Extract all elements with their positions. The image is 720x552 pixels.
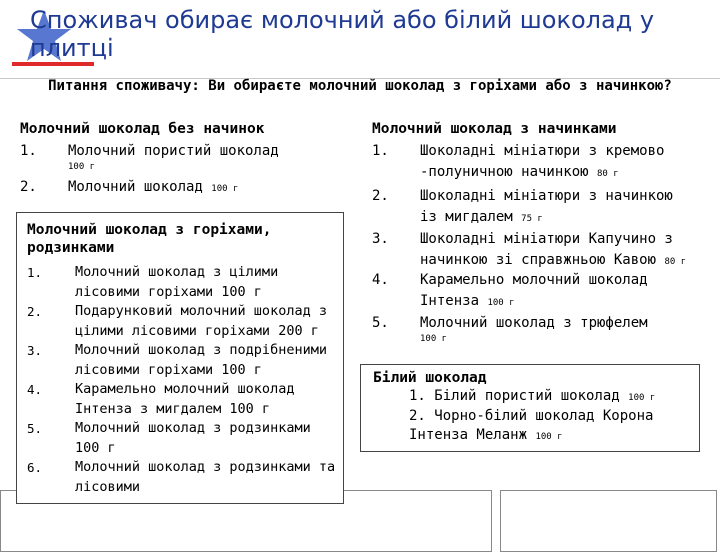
list-item bbox=[27, 341, 343, 380]
list-item bbox=[366, 313, 696, 334]
accent-bar bbox=[12, 62, 94, 66]
filling-section bbox=[366, 120, 696, 344]
item-weight: 100 г bbox=[628, 393, 656, 403]
nuts-header: Молочний шоколад з горіхами, родзинками bbox=[27, 222, 272, 256]
item-text: Шоколадні мініатюри з начинкою із мигдалем bbox=[420, 188, 673, 225]
white-header: Білий шоколад bbox=[373, 370, 487, 386]
list-item bbox=[366, 141, 696, 182]
list-item bbox=[366, 186, 696, 227]
item-weight: 100 г bbox=[68, 162, 96, 172]
item-text: Молочний шоколад з подрібненими лісовими горіхами 100 г bbox=[75, 342, 327, 378]
list-item bbox=[366, 229, 696, 270]
consumer-question: Питання споживачу: Ви обираєте молочний шоколад з горіхами або з начинкою? bbox=[48, 78, 672, 94]
item-number: 1. bbox=[20, 143, 37, 159]
item-number: 3. bbox=[27, 343, 43, 358]
item-number: 5. bbox=[27, 421, 43, 436]
list-item bbox=[27, 419, 343, 458]
list-item bbox=[20, 178, 338, 196]
list-item bbox=[20, 142, 338, 160]
item-number: 6. bbox=[27, 460, 43, 475]
item-text: Молочний шоколад з трюфелем bbox=[420, 315, 648, 331]
item-weight: 100 г bbox=[535, 432, 563, 442]
item-number: 1. bbox=[27, 265, 43, 280]
item-number: 2. bbox=[372, 188, 389, 204]
no-filling-header: Молочний шоколад без начинок bbox=[20, 121, 265, 137]
filling-header: Молочний шоколад з начинками bbox=[372, 121, 617, 137]
footer-box-right bbox=[500, 490, 717, 552]
item-number: 5. bbox=[372, 315, 389, 331]
list-item bbox=[27, 458, 343, 497]
item-weight: 100 г bbox=[420, 333, 448, 344]
nuts-section bbox=[16, 212, 344, 504]
item-text: 2. Чорно-білий шоколад Корона Інтенза Меланж bbox=[409, 407, 654, 443]
item-number: 4. bbox=[27, 382, 43, 397]
list-item bbox=[27, 263, 343, 302]
item-text: Молочний шоколад з родзинками та лісовими bbox=[75, 459, 336, 495]
item-number: 1. bbox=[372, 143, 389, 159]
item-text: Молочний шоколад з цілими лісовими горіхами 100 г bbox=[75, 264, 279, 300]
white-chocolate-section bbox=[360, 364, 700, 452]
item-text: Карамельно молочний шоколад Інтенза bbox=[420, 272, 648, 309]
list-item bbox=[366, 270, 696, 311]
item-weight: 80 г bbox=[597, 168, 619, 179]
item-text: Молочний шоколад bbox=[68, 179, 203, 195]
item-number: 2. bbox=[20, 179, 37, 195]
item-text: 1. Білий пористий шоколад bbox=[409, 388, 620, 404]
item-number: 4. bbox=[372, 272, 389, 288]
list-item bbox=[373, 387, 699, 407]
item-text: Шоколадні мініатюри з кремово -полуничною начинкою bbox=[420, 143, 665, 180]
item-text: Карамельно молочний шоколад Інтенза з мигдалем 100 г bbox=[75, 381, 295, 417]
item-weight: 80 г bbox=[664, 256, 687, 267]
item-text: Шоколадні мініатюри Капучино з начинкою зі справжньою Кавою bbox=[420, 231, 673, 268]
list-item bbox=[27, 380, 343, 419]
list-item bbox=[373, 407, 699, 446]
no-filling-section bbox=[20, 120, 338, 196]
item-text: Молочний пористий шоколад bbox=[68, 143, 279, 159]
item-text: Молочний шоколад з родзинками 100 г bbox=[75, 420, 311, 456]
item-number: 3. bbox=[372, 231, 389, 247]
list-item bbox=[27, 302, 343, 341]
item-number: 2. bbox=[27, 304, 43, 319]
item-weight: 100 г bbox=[487, 297, 515, 308]
slide-title: Споживач обирає молочний або білий шоколад у плитці bbox=[30, 6, 655, 62]
item-weight: 75 г bbox=[521, 213, 543, 224]
item-weight: 100 г bbox=[211, 184, 239, 194]
item-text: Подарунковий молочний шоколад з цілими лісовими горіхами 200 г bbox=[75, 303, 327, 339]
